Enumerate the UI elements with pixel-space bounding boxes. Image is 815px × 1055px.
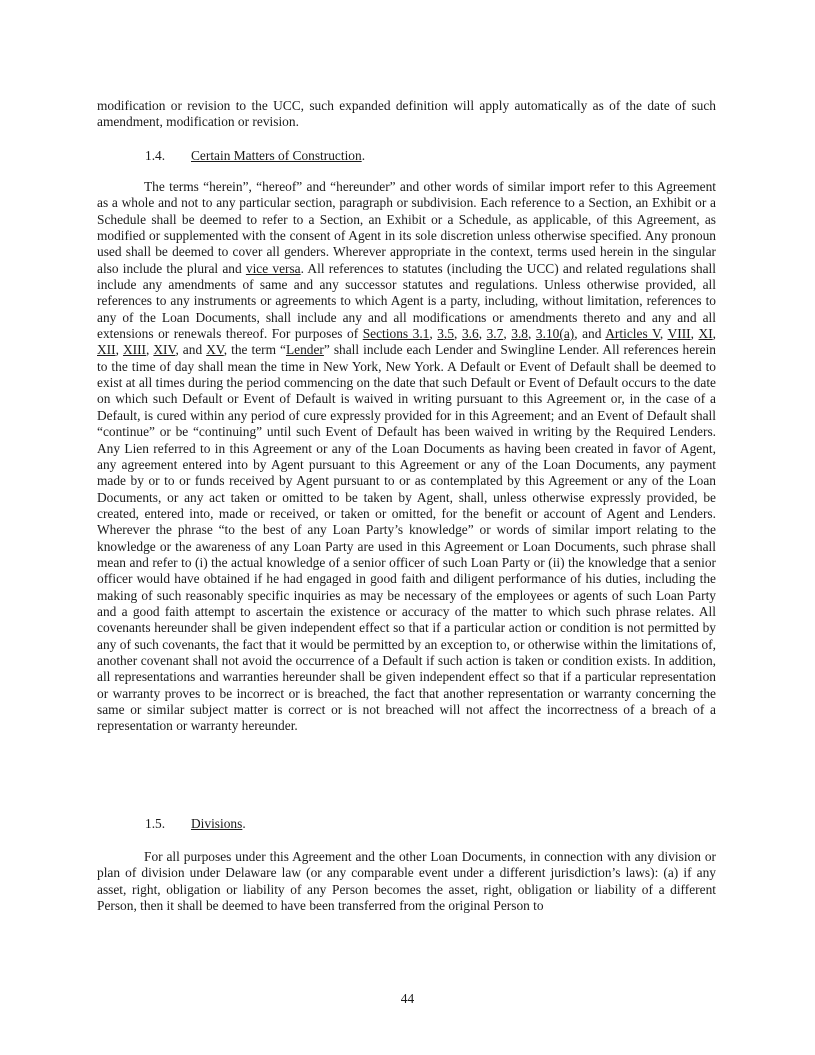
text-run: , <box>478 326 487 342</box>
text-run: , <box>690 326 699 342</box>
section-1-4-paragraph <box>97 179 716 735</box>
text-run: , <box>503 326 512 342</box>
cross-reference: XII <box>97 342 116 358</box>
text-run: , <box>659 326 668 342</box>
section-title: Certain Matters of Construction <box>191 148 362 163</box>
cross-reference: Sections 3.1 <box>362 326 430 342</box>
cross-reference: XV <box>206 342 224 358</box>
cross-reference: 3.8 <box>511 326 529 342</box>
text-run: , <box>712 326 717 342</box>
cross-reference: 3.10(a) <box>535 326 575 342</box>
text-run: The terms “herein”, “hereof” and “hereunder” and other words of similar import refer to this Agreement as a whole and not to any particular section, paragraph or subdivision. Each reference to a Section, an Exhibit or a Schedule shall be deemed to refer to a Section, an Exhibit or a Schedule, as applicable, of this Agreement, as modified or supplemented with the consent of Agent in its sole discretion unless otherwise specified. Any pronoun used shall be deemed to cover all genders. Wherever appropriate in the context, terms used herein in the singular also include the plural and <box>97 179 716 276</box>
text-run: , <box>115 342 123 358</box>
text-run: , <box>454 326 462 342</box>
text-run: , <box>429 326 438 342</box>
text-run: , the term “ <box>223 342 286 358</box>
section-1-5-paragraph: For all purposes under this Agreement and the other Loan Documents, in connection with any division or plan of division under Delaware law (or any comparable event under a different jurisdiction’s laws): (a) if any asset, right, obligation or liability of any Person becomes the asset, right, obligation or liability of a different Person, then it shall be deemed to have been transferred from the original Person to <box>97 849 716 914</box>
section-heading-1-5 <box>145 816 246 832</box>
text-run: , and <box>175 342 207 358</box>
text-run: . All references to statutes (including the UCC) and related regulations shall include any amendments of same and any successor statutes and regulations. Unless otherwise provided, all references to any instruments or agreements to which Agent is a party, including, without limitation, references to any of the Loan Documents, shall include any and all modifications or amendments thereto and any and all extensions or renewals thereof. For purposes of <box>97 260 716 342</box>
text-run: ” shall include each Lender and Swingline Lender. All references herein to the time of day shall mean the time in New York, New York. A Default or Event of Default shall be deemed to exist at all times during the period commencing on the date that such Default or Event of Default occurs to the date on which such Default or Event of Default is waived in writing pursuant to this Agreement or, in the case of a Default, is cured within any period of cure expressly provided for in this Agreement; and an Event of Default shall “continue” or be “continuing” until such Event of Default has been waived in writing by the Required Lenders. Any Lien referred to in this Agreement or any of the Loan Documents as having been created in favor of Agent, any agreement entered into by Agent pursuant to this Agreement or any of the Loan Documents, any payment made by or to or funds received by Agent pursuant to or as contemplated by this Agreement or any of the Loan Documents, or any act taken or omitted to be taken by Agent, shall, unless otherwise expressly provided, be created, entered into, made or received, or taken or omitted, for the benefit or account of Agent and Lenders. Wherever the phrase “to the best of any Loan Party’s knowledge” or words of similar import relating to the knowledge or the awareness of any Loan Party are used in this Agreement or Loan Documents, such phrase shall mean and refer to (i) the actual knowledge of a senior officer of such Loan Party or (ii) the knowledge that a senior officer would have obtained if he had engaged in good faith and diligent performance of his duties, including the making of such reasonably specific inquiries as may be necessary of the employees or agents of such Loan Party and a good faith attempt to ascertain the existence or accuracy of the matter to which such phrase relates. All covenants hereunder shall be given independent effect so that if a particular action or condition is not permitted by any of such covenants, the fact that it would be permitted by an exception to, or otherwise within the limitations of, another covenant shall not avoid the occurrence of a Default if such action is taken or condition exists. In addition, all representations and warranties hereunder shall be given independent effect so that if a particular representation or warranty proves to be incorrect or is breached, the fact that another representation or warranty concerning the same or similar subject matter is correct or is not breached will not affect the incorrectness of a breach of a representation or warranty hereunder. <box>97 342 716 734</box>
section-title: Divisions <box>191 816 243 831</box>
intro-paragraph: modification or revision to the UCC, such expanded definition will apply automatically as of the date of such amendment, modification or revision. <box>97 98 716 130</box>
cross-reference: VIII <box>667 326 691 342</box>
cross-reference: vice versa <box>245 260 301 276</box>
cross-reference: XIV <box>153 342 176 358</box>
cross-reference: Articles V <box>605 326 660 342</box>
section-heading-1-4 <box>145 148 365 164</box>
page-number: 44 <box>400 991 415 1006</box>
section-title-period: . <box>361 148 366 163</box>
cross-reference: XIII <box>122 342 147 358</box>
cross-reference: Lender <box>285 342 324 358</box>
cross-reference: 3.7 <box>486 326 504 342</box>
section-title-period: . <box>242 816 246 831</box>
text-run: , <box>146 342 154 358</box>
section-number: 1.4. <box>145 148 166 163</box>
section-number: 1.5. <box>145 816 166 831</box>
cross-reference: 3.5 <box>437 326 455 342</box>
text-run: , <box>528 326 536 342</box>
text-run: , and <box>574 326 606 342</box>
cross-reference: 3.6 <box>461 326 479 342</box>
cross-reference: XI <box>698 326 713 342</box>
